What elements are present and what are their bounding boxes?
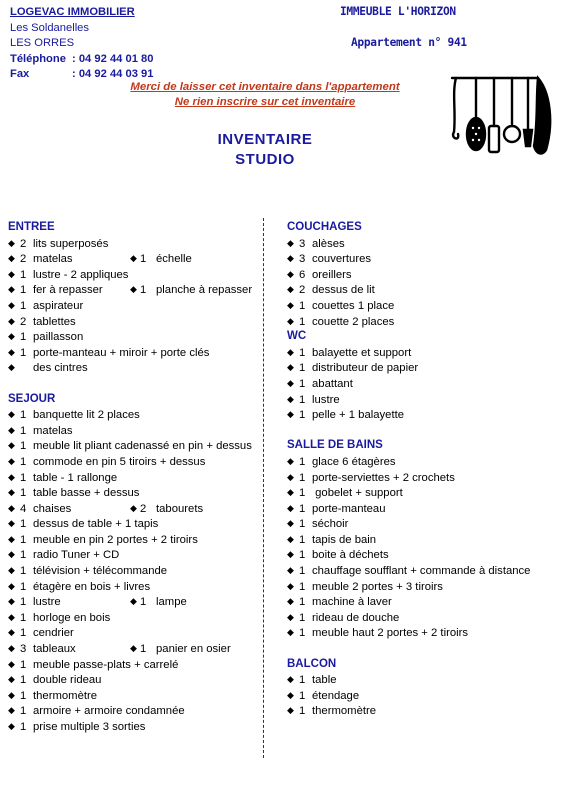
item-quantity: 1 [140, 284, 147, 297]
inventory-item [8, 688, 262, 704]
item-quantity: 1 [20, 721, 27, 733]
inventory-item [8, 438, 262, 454]
inventory-item [287, 485, 557, 501]
item-label: pelle + 1 balayette [312, 409, 405, 422]
inventory-item [8, 703, 262, 719]
item-quantity: 1 [299, 565, 306, 578]
apartment-number: Appartement n° 941 [351, 36, 467, 49]
item-quantity: 3 [20, 643, 27, 656]
item-quantity: 1 [20, 533, 27, 546]
item-quantity: 1 [299, 377, 306, 390]
item-quantity: 1 [299, 409, 306, 422]
bullet-icon: ◆ [8, 580, 15, 591]
inventory-item [8, 345, 262, 361]
item-quantity: 1 [299, 674, 306, 687]
inventory-item [8, 407, 262, 423]
item-quantity: 1 [299, 580, 306, 593]
item-quantity: 1 [20, 658, 27, 671]
item-label: panier en osier [156, 643, 231, 656]
agency-address-2: LES ORRES [10, 37, 75, 50]
item-label: couvertures [312, 253, 372, 266]
item-label: fer à repasser [33, 284, 103, 297]
bullet-icon: ◆ [8, 424, 15, 435]
inventory-item [8, 314, 262, 330]
bullet-icon: ◆ [8, 643, 15, 654]
item-quantity: 1 [140, 596, 147, 609]
notice-leave-inventory: Merci de laisser cet inventaire dans l'appartement [130, 81, 400, 93]
item-label: télévision + télécommande [33, 565, 168, 578]
kitchen-utensils-icon [446, 72, 556, 164]
bullet-icon: ◆ [8, 502, 15, 513]
item-quantity: 1 [20, 580, 27, 593]
item-quantity: 1 [20, 611, 27, 624]
bullet-icon: ◆ [287, 455, 294, 466]
item-label: thermomètre [33, 689, 98, 702]
inventory-item-secondary [130, 594, 187, 611]
item-quantity: 1 [20, 331, 27, 344]
inventory-item [8, 610, 262, 626]
inventory-item [8, 282, 262, 298]
bullet-icon: ◆ [8, 471, 15, 482]
bullet-icon: ◆ [287, 627, 294, 638]
item-quantity: 1 [299, 346, 306, 359]
inventory-right-column [287, 220, 557, 719]
phone-number: : 04 92 44 01 80 [72, 52, 154, 65]
item-quantity: 1 [299, 518, 306, 531]
inventory-item [287, 625, 557, 641]
agency-block [10, 5, 154, 83]
bullet-icon: ◆ [287, 237, 294, 248]
item-label: glace 6 étagères [312, 455, 396, 468]
bullet-icon: ◆ [130, 643, 137, 654]
item-label: table - 1 rallonge [33, 471, 118, 484]
item-quantity: 1 [20, 299, 27, 312]
item-label: abattant [312, 377, 353, 390]
item-quantity: 1 [299, 455, 306, 468]
bullet-icon: ◆ [8, 487, 15, 498]
bullet-icon: ◆ [287, 377, 294, 388]
inventory-item [8, 267, 262, 283]
item-quantity: 1 [140, 253, 147, 266]
item-quantity: 1 [299, 705, 306, 718]
section-couchages [287, 220, 557, 329]
fax-label: Fax [10, 68, 30, 81]
item-label: meuble 2 portes + 3 tiroirs [312, 580, 443, 593]
inventory-item [287, 392, 557, 408]
inventory-item-secondary [130, 282, 252, 299]
bullet-icon: ◆ [287, 674, 294, 685]
inventory-item [8, 594, 262, 610]
inventory-item [287, 547, 557, 563]
inventory-item [287, 703, 557, 719]
bullet-icon: ◆ [287, 284, 294, 295]
item-label: boite à déchets [312, 549, 389, 562]
item-label: gobelet + support [312, 487, 403, 500]
agency-name: LOGEVAC IMMOBILIER [10, 6, 135, 18]
item-quantity: 1 [299, 549, 306, 562]
bullet-icon: ◆ [8, 284, 15, 295]
item-quantity: 1 [299, 596, 306, 609]
section-sejour [8, 392, 262, 735]
inventory-item [8, 719, 262, 735]
inventory-item [8, 470, 262, 486]
bullet-icon: ◆ [8, 596, 15, 607]
section-spacer [8, 376, 262, 392]
section-title-balcon: BALCON [287, 657, 337, 670]
item-quantity: 1 [20, 565, 27, 578]
item-label: porte-manteau + miroir + porte clés [33, 346, 210, 359]
inventory-item [287, 298, 557, 314]
inventory-item [8, 298, 262, 314]
bullet-icon: ◆ [8, 627, 15, 638]
item-label: porte-manteau [312, 502, 386, 515]
bullet-icon: ◆ [8, 533, 15, 544]
item-quantity: 2 [140, 502, 147, 515]
inventory-item [8, 329, 262, 345]
section-title-salle-de-bains: SALLE DE BAINS [287, 439, 383, 452]
item-label: lustre [312, 393, 340, 406]
item-quantity: 1 [20, 689, 27, 702]
item-quantity: 2 [20, 315, 27, 328]
section-title-entree: ENTREE [8, 221, 55, 233]
bullet-icon: ◆ [8, 440, 15, 451]
bullet-icon: ◆ [130, 284, 137, 295]
item-label: lits superposés [33, 237, 109, 250]
section-salle-de-bains [287, 438, 557, 641]
item-quantity: 1 [299, 689, 306, 702]
bullet-icon: ◆ [8, 721, 15, 731]
inventory-item-secondary [130, 641, 231, 658]
bullet-icon: ◆ [287, 689, 294, 700]
bullet-icon: ◆ [287, 533, 294, 544]
item-label: prise multiple 3 sorties [33, 721, 146, 733]
item-label: machine à laver [312, 596, 392, 609]
bullet-icon: ◆ [130, 253, 137, 264]
item-label: échelle [156, 253, 192, 266]
bullet-icon: ◆ [287, 487, 294, 498]
item-quantity: 6 [299, 268, 306, 281]
bullet-icon: ◆ [287, 268, 294, 279]
inventory-item [287, 376, 557, 392]
item-label: planche à repasser [156, 284, 253, 297]
item-label: des cintres [33, 362, 88, 375]
bullet-icon: ◆ [8, 362, 15, 373]
bullet-icon: ◆ [287, 565, 294, 576]
item-quantity: 1 [20, 705, 27, 718]
item-quantity: 4 [20, 502, 27, 515]
bullet-icon: ◆ [287, 471, 294, 482]
inventory-item [8, 563, 262, 579]
inventory-item [287, 407, 557, 423]
inventory-item [8, 625, 262, 641]
inventory-item [8, 672, 262, 688]
inventory-item [8, 579, 262, 595]
inventory-item [8, 501, 262, 517]
item-quantity: 1 [140, 643, 147, 656]
item-label: table basse + dessus [33, 487, 140, 500]
bullet-icon: ◆ [287, 611, 294, 622]
item-quantity: 1 [299, 611, 306, 624]
item-label: thermomètre [312, 705, 377, 718]
section-entree [8, 220, 262, 376]
inventory-item [8, 485, 262, 501]
item-label: paillasson [33, 331, 84, 344]
item-label: lampe [156, 596, 187, 609]
inventory-item [8, 516, 262, 532]
bullet-icon: ◆ [8, 565, 15, 576]
item-label: tabourets [156, 502, 204, 515]
bullet-icon: ◆ [8, 705, 15, 716]
section-title-wc: WC [287, 330, 307, 343]
section-title-couchages: COUCHAGES [287, 221, 362, 233]
item-quantity: 1 [20, 487, 27, 500]
bullet-icon: ◆ [287, 518, 294, 529]
item-quantity: 2 [299, 284, 306, 297]
bullet-icon: ◆ [287, 596, 294, 607]
item-quantity: 1 [299, 299, 306, 312]
item-quantity: 1 [20, 346, 27, 359]
bullet-icon: ◆ [8, 658, 15, 669]
inventory-item-secondary [130, 251, 192, 268]
inventory-item [8, 360, 262, 376]
bullet-icon: ◆ [8, 549, 15, 560]
inventory-item [287, 594, 557, 610]
item-label: porte-serviettes + 2 crochets [312, 471, 455, 484]
inventory-item [287, 282, 557, 298]
item-quantity: 1 [299, 627, 306, 640]
bullet-icon: ◆ [130, 596, 137, 607]
item-quantity: 2 [20, 253, 27, 266]
inventory-item-secondary [130, 501, 203, 518]
item-quantity: 1 [299, 315, 306, 328]
bullet-icon: ◆ [287, 346, 294, 357]
item-label: rideau de douche [312, 611, 400, 624]
inventory-item [287, 688, 557, 704]
item-label: séchoir [312, 518, 349, 531]
inventory-item [287, 501, 557, 517]
bullet-icon: ◆ [8, 346, 15, 357]
item-label: alèses [312, 237, 345, 250]
item-label: lustre [33, 596, 61, 609]
bullet-icon: ◆ [287, 315, 294, 326]
item-quantity: 1 [20, 518, 27, 531]
item-quantity: 1 [20, 455, 27, 468]
item-label: horloge en bois [33, 611, 111, 624]
item-quantity: 1 [20, 627, 27, 640]
phone-label: Téléphone [10, 52, 66, 65]
section-wc [287, 329, 557, 423]
bullet-icon: ◆ [287, 580, 294, 591]
bullet-icon: ◆ [8, 409, 15, 420]
bullet-icon: ◆ [8, 253, 15, 264]
item-label: matelas [33, 253, 73, 266]
bullet-icon: ◆ [8, 315, 15, 326]
bullet-icon: ◆ [8, 674, 15, 685]
phone-line [10, 52, 154, 68]
item-label: table [312, 674, 337, 687]
inventory-item [8, 454, 262, 470]
item-quantity: 1 [299, 362, 306, 375]
item-label: balayette et support [312, 346, 412, 359]
item-label: matelas [33, 424, 73, 437]
item-quantity: 1 [20, 440, 27, 453]
bullet-icon: ◆ [8, 268, 15, 279]
item-quantity: 1 [20, 268, 27, 281]
item-quantity: 3 [299, 253, 306, 266]
item-label: oreillers [312, 268, 352, 281]
section-title-sejour: SEJOUR [8, 392, 56, 405]
item-quantity: 1 [20, 596, 27, 609]
document-title: INVENTAIRE [217, 131, 313, 148]
inventory-item [287, 345, 557, 361]
item-quantity: 2 [20, 237, 27, 250]
item-label: distributeur de papier [312, 362, 419, 375]
building-name: IMMEUBLE L'HORIZON [340, 5, 456, 18]
section-spacer [287, 423, 557, 439]
item-label: tapis de bain [312, 533, 377, 546]
item-label: dessus de table + 1 tapis [33, 518, 159, 531]
inventory-item [287, 563, 557, 579]
column-divider [263, 218, 264, 758]
fax-number: : 04 92 44 03 91 [72, 68, 154, 81]
item-label: dessus de lit [312, 284, 375, 297]
inventory-item [287, 672, 557, 688]
inventory-item [287, 251, 557, 267]
item-label: aspirateur [33, 299, 84, 312]
document-subtitle: STUDIO [235, 151, 295, 168]
inventory-left-column [8, 220, 262, 735]
agency-address-1: Les Soldanelles [10, 21, 89, 34]
inventory-item [8, 423, 262, 439]
item-label: banquette lit 2 places [33, 409, 140, 422]
inventory-item [287, 470, 557, 486]
bullet-icon: ◆ [287, 393, 294, 404]
item-label: meuble lit pliant cadenassé en pin + dessus [33, 440, 252, 453]
item-label: tablettes [33, 315, 76, 328]
item-label: meuble haut 2 portes + 2 tiroirs [312, 627, 469, 640]
item-label: meuble en pin 2 portes + 2 tiroirs [33, 533, 198, 546]
bullet-icon: ◆ [287, 549, 294, 560]
item-quantity: 1 [20, 674, 27, 687]
bullet-icon: ◆ [8, 331, 15, 342]
item-label: chauffage soufflant + commande à distance [312, 565, 531, 578]
item-label: armoire + armoire condamnée [33, 705, 185, 718]
inventory-item [287, 532, 557, 548]
inventory-item [8, 547, 262, 563]
inventory-item [287, 610, 557, 626]
inventory-item [287, 236, 557, 252]
inventory-item [287, 360, 557, 376]
item-label: meuble passe-plats + carrelé [33, 658, 179, 671]
inventory-item [287, 516, 557, 532]
bullet-icon: ◆ [287, 362, 294, 373]
bullet-icon: ◆ [287, 502, 294, 513]
bullet-icon: ◆ [130, 502, 137, 513]
item-quantity: 1 [299, 533, 306, 546]
item-quantity: 1 [20, 409, 27, 422]
bullet-icon: ◆ [8, 611, 15, 622]
bullet-icon: ◆ [8, 299, 15, 310]
bullet-icon: ◆ [8, 518, 15, 529]
inventory-item [8, 641, 262, 657]
item-quantity: 1 [20, 284, 27, 297]
section-spacer [287, 641, 557, 657]
item-quantity: 1 [20, 424, 27, 437]
item-quantity: 1 [299, 471, 306, 484]
item-label: double rideau [33, 674, 102, 687]
section-balcon [287, 657, 557, 719]
inventory-item [8, 532, 262, 548]
inventory-item [8, 251, 262, 267]
item-label: radio Tuner + CD [33, 549, 120, 562]
bullet-icon: ◆ [8, 455, 15, 466]
inventory-item [287, 579, 557, 595]
inventory-item [287, 454, 557, 470]
item-quantity: 3 [299, 237, 306, 250]
item-label: tableaux [33, 643, 76, 656]
item-label: lustre - 2 appliques [33, 268, 129, 281]
item-label: chaises [33, 502, 72, 515]
bullet-icon: ◆ [8, 689, 15, 700]
bullet-icon: ◆ [287, 705, 294, 716]
inventory-item [287, 314, 557, 330]
item-label: étagère en bois + livres [33, 580, 151, 593]
bullet-icon: ◆ [287, 253, 294, 264]
item-label: couettes 1 place [312, 299, 395, 312]
inventory-item [287, 267, 557, 283]
item-quantity: 1 [20, 549, 27, 562]
notice-do-not-write: Ne rien inscrire sur cet inventaire [174, 96, 356, 108]
item-quantity: 1 [20, 471, 27, 484]
item-label: couette 2 places [312, 315, 395, 328]
item-label: cendrier [33, 627, 74, 640]
inventory-item [8, 236, 262, 252]
bullet-icon: ◆ [287, 299, 294, 310]
item-label: commode en pin 5 tiroirs + dessus [33, 455, 206, 468]
item-quantity: 1 [299, 393, 306, 406]
item-label: étendage [312, 689, 360, 702]
bullet-icon: ◆ [287, 409, 294, 420]
item-quantity: 1 [299, 502, 306, 515]
bullet-icon: ◆ [8, 237, 15, 248]
inventory-item [8, 657, 262, 673]
item-quantity: 1 [299, 487, 306, 500]
